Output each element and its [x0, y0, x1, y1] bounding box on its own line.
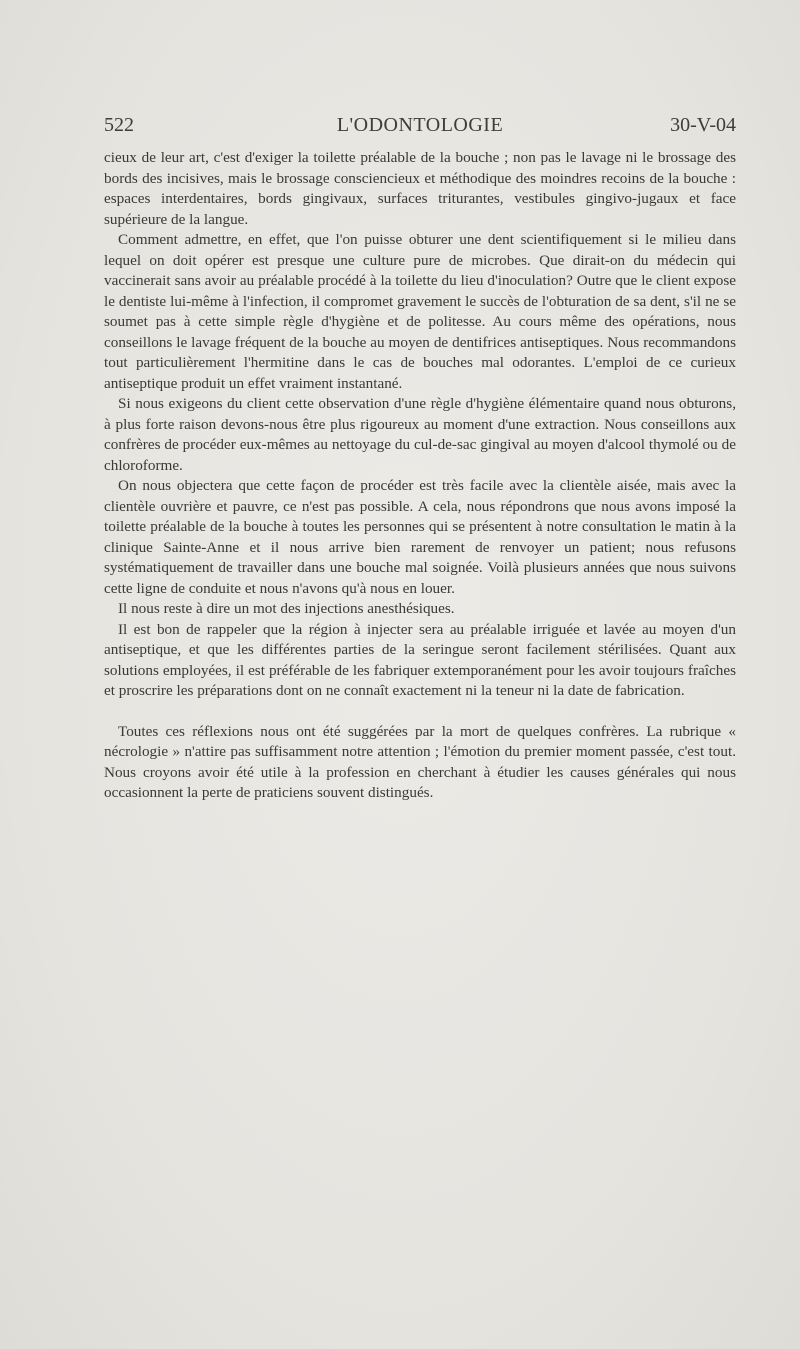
article-body [104, 148, 736, 804]
paragraph-4: On nous objectera que cette façon de procéder est très facile avec la clientèle aisée, mais avec la clientèle ouvrière et pauvre, ce n'est pas possible. A cela, nous répondrons que nous avons imposé la toilette préalable de la bouche à toutes les personnes qui se présentent à notre consultation le matin à la clinique Sainte-Anne et il nous arrive bien rarement de renvoyer un patient; nous refusons systématiquement de travailler dans une bouche mal soignée. Voilà plusieurs années que nous suivons cette ligne de conduite et nous n'avons qu'à nous en louer. [104, 477, 736, 597]
journal-title: L'ODONTOLOGIE [336, 114, 504, 136]
paragraph-7: Toutes ces réflexions nous ont été suggérées par la mort de quelques confrères. La rubrique « nécrologie » n'attire pas suffisamment notre attention ; l'émotion du premier moment passée, c'est tout. Nous croyons avoir été utile à la profession en cherchant à étudier les causes générales qui nous occasionnent la perte de praticiens souvent distingués. [104, 722, 736, 801]
running-header [104, 114, 736, 142]
issue-date: 30-V-04 [670, 114, 736, 136]
page-number: 522 [104, 114, 134, 136]
paragraph-3: Si nous exigeons du client cette observation d'une règle d'hygiène élémentaire quand nous obturons, à plus forte raison devons-nous être plus rigoureux au moment d'une extraction. Nous conseillons aux confrères de procéder eux-mêmes au nettoyage du cul-de-sac gingival au moyen d'alcool thymolé ou de chloroforme. [104, 395, 736, 474]
paragraph-6: Il est bon de rappeler que la région à injecter sera au préalable irriguée et lavée au moyen d'un antiseptique, et que les différentes parties de la seringue seront facilement stérilisées. Quant aux solutions employées, il est préférable de les fabriquer extemporanément pour les avoir toujours fraîches et proscrire les préparations dont on ne connaît exactement ni la teneur ni la date de fabrication. [104, 620, 736, 699]
paragraph-2: Comment admettre, en effet, que l'on puisse obturer une dent scientifiquement si le milieu dans lequel on doit opérer est presque une culture pure de microbes. Que dirait-on du médecin qui vaccinerait sans avoir au préalable procédé à la toilette du lieu d'inoculation? Outre que le client expose le dentiste lui-même à l'infection, il compromet gravement le succès de l'obturation de sa dent, s'il ne se soumet pas à cette simple règle d'hygiène et de politesse. Au cours même des opérations, nous conseillons le lavage fréquent de la bouche au moyen de dentifrices antiseptiques. Nous recommandons tout particulièrement l'hermitine dans le cas de bouches mal odorantes. L'emploi de ce curieux antiseptique produit un effet vraiment instantané. [104, 231, 736, 392]
paragraph-5: Il nous reste à dire un mot des injections anesthésiques. [118, 600, 455, 617]
paragraph-1: cieux de leur art, c'est d'exiger la toilette préalable de la bouche ; non pas le lavage ni le brossage des bords des incisives, mais le brossage consciencieux et méthodique des moindres recoins de la bouche : espaces interdentaires, bords gingivaux, surfaces triturantes, vestibules gingivo-jugaux et face supérieure de la langue. [104, 149, 736, 228]
